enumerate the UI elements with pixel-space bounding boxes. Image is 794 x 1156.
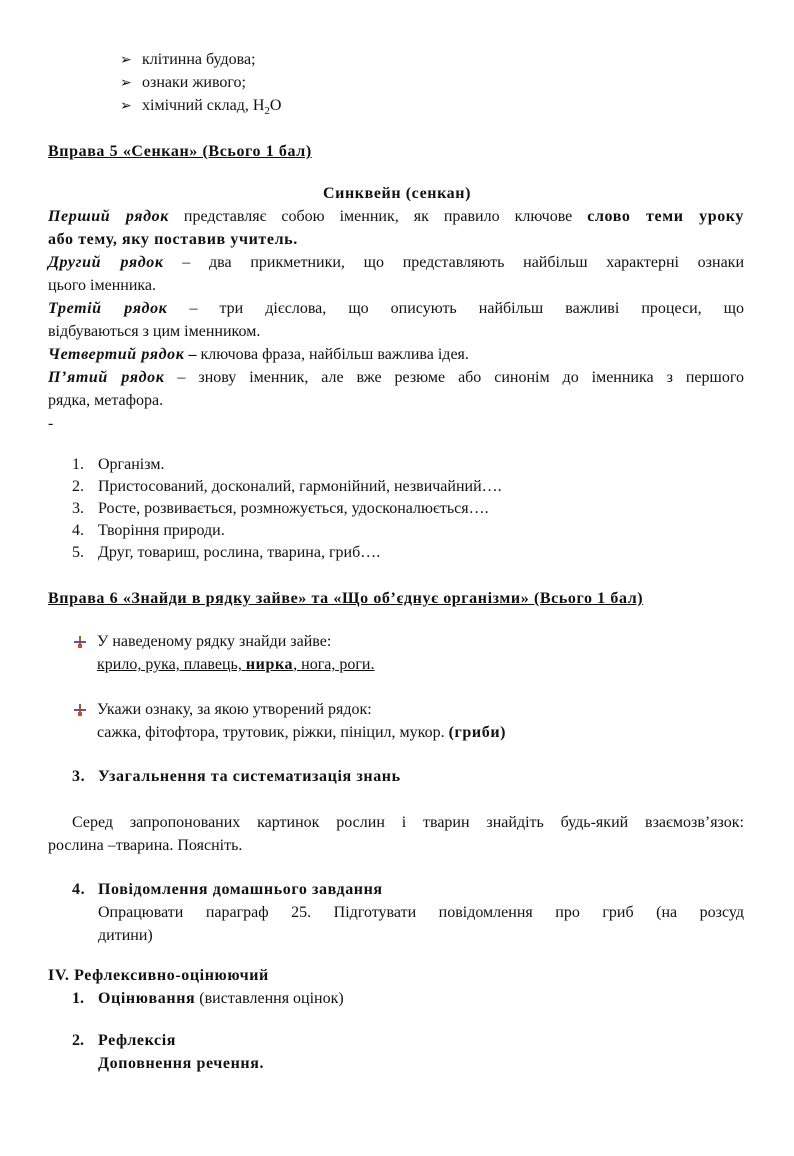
list-item: 3. Росте, розвивається, розмножується, удосконалюється…. xyxy=(72,500,489,517)
list-item: 1. Організм. xyxy=(72,456,165,473)
task-1-prompt: У наведеному рядку знайди зайве: xyxy=(97,633,332,650)
list-item: 2. Пристосований, досконалий, гармонійний, незвичайний…. xyxy=(72,478,502,495)
section-3-paragraph-cont: рослина –тварина. Поясніть. xyxy=(48,837,243,854)
reflection-subheading: Доповнення речення. xyxy=(98,1055,265,1072)
arrow-bullet-icon: ➢ xyxy=(120,75,132,91)
row-1-definition-cont: або тему, яку поставив учитель. xyxy=(48,231,298,248)
plus-bullet-icon xyxy=(74,704,86,716)
section-iv-heading: IV. Рефлексивно-оцінюючий xyxy=(48,967,269,984)
row-2-definition: Другий рядок – два прикметники, що представляють найбільш характерні ознаки xyxy=(48,254,744,271)
row-3-definition: Третій рядок – три дієслова, що описують найбільш важливі процеси, що xyxy=(48,300,744,317)
list-item: ➢ хімічний склад, $H_2O$ xyxy=(120,97,282,118)
list-item: ➢ ознаки живого; xyxy=(120,74,246,91)
task-1-words: крило, рука, плавець, нирка, нога, роги. xyxy=(97,656,375,673)
plus-bullet-icon xyxy=(74,636,86,648)
row-5-definition-cont: рядка, метафора. xyxy=(48,392,164,409)
row-4-definition: Четвертий рядок – ключова фраза, найбільш важлива ідея. xyxy=(48,346,469,363)
section-4-paragraph-cont: дитини) xyxy=(98,927,153,944)
list-item: 1. Оцінювання (виставлення оцінок) xyxy=(72,990,344,1007)
row-3-definition-cont: відбуваються з цим іменником. xyxy=(48,323,261,340)
task-2-prompt: Укажи ознаку, за якою утворений рядок: xyxy=(97,701,372,718)
sinkvein-title: Синквейн (сенкан) xyxy=(322,185,472,202)
exercise-5-heading: Вправа 5 «Сенкан» (Всього 1 бал) xyxy=(48,143,312,160)
section-4-paragraph: Опрацювати параграф 25. Підготувати повідомлення про гриб (на розсуд xyxy=(98,904,744,921)
arrow-bullet-icon: ➢ xyxy=(120,98,132,114)
dash-marker: - xyxy=(48,415,54,432)
row-1-definition: Перший рядок представляє собою іменник, як правило ключове слово теми уроку xyxy=(48,208,745,225)
section-4-heading: 4. Повідомлення домашнього завдання xyxy=(72,881,383,898)
list-item: 5. Друг, товариш, рослина, тварина, гриб…. xyxy=(72,544,381,561)
task-2-words: сажка, фітофтора, трутовик, ріжки, пініцил, мукор. (гриби) xyxy=(97,724,507,741)
row-2-definition-cont: цього іменника. xyxy=(48,277,157,294)
section-3-paragraph: Серед запропонованих картинок рослин і тварин знайдіть будь-який взаємозв’язок: xyxy=(72,814,744,831)
list-item: 2. Рефлексія xyxy=(72,1032,177,1049)
list-item: 4. Творіння природи. xyxy=(72,522,225,539)
arrow-bullet-icon: ➢ xyxy=(120,52,132,68)
exercise-6-heading: Вправа 6 «Знайди в рядку зайве» та «Що об’єднує організми» (Всього 1 бал) xyxy=(48,590,644,607)
list-item: ➢ клітинна будова; xyxy=(120,51,256,68)
row-5-definition: П’ятий рядок – знову іменник, але вже резюме або синонім до іменника з першого xyxy=(48,369,744,386)
section-3-heading: 3. Узагальнення та систематизація знань xyxy=(72,768,401,785)
